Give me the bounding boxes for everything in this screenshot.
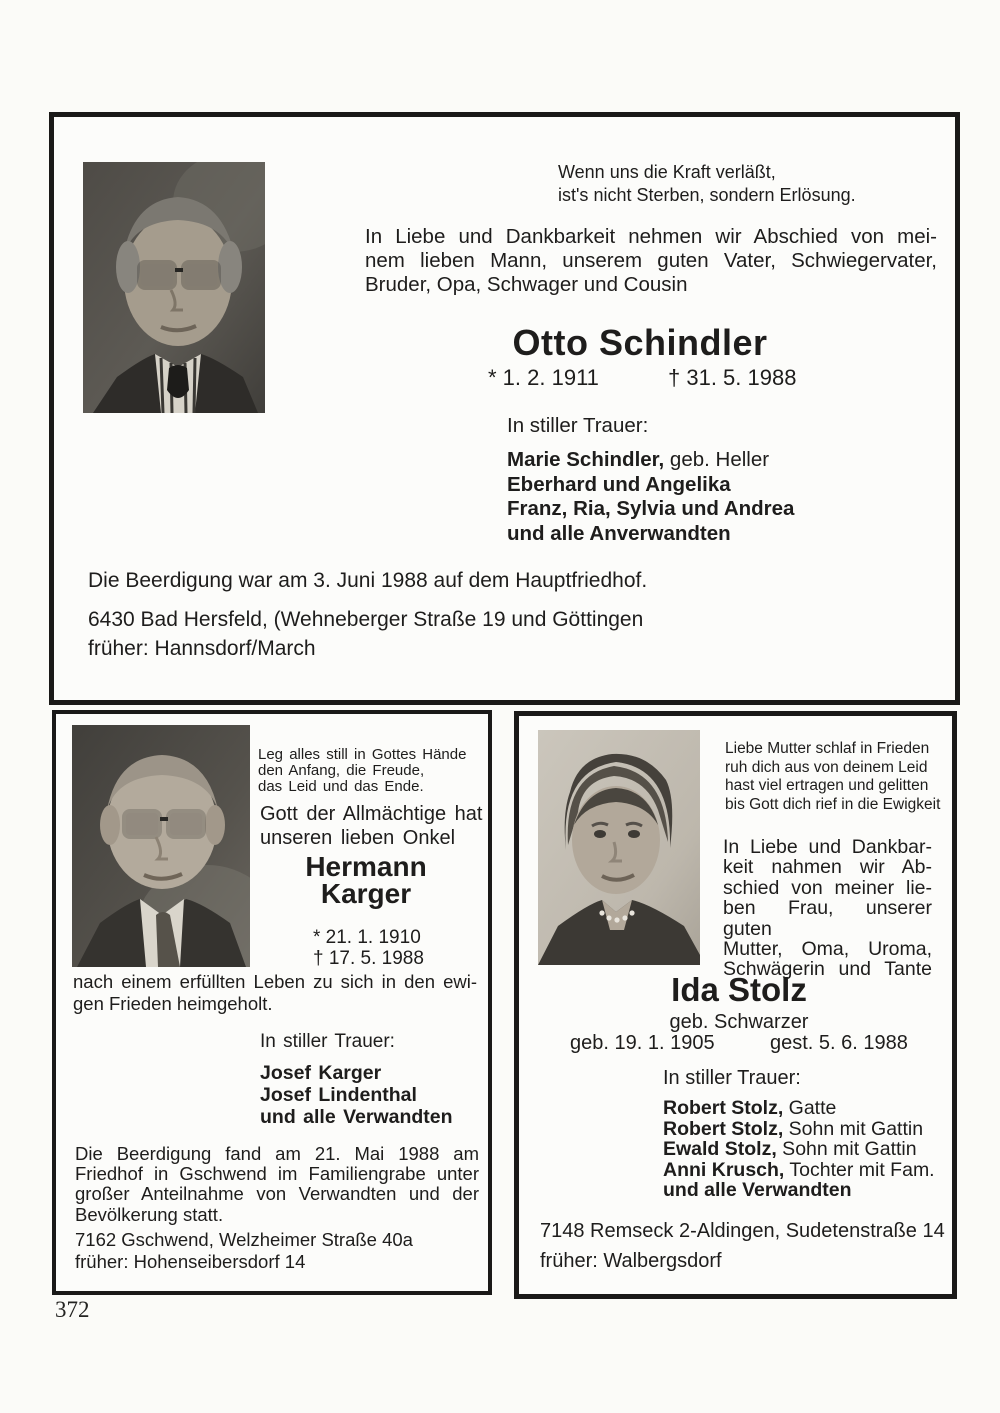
portrait-ida-stolz-photo	[538, 730, 700, 965]
funeral-info-karger: Die Beerdigung fand am 21. Mai 1988 am Friedhof in Gschwend im Familiengrabe unter großer Anteilnahme von Verwandten und der Bevölkerung statt.	[75, 1143, 479, 1225]
mourner-line: Ewald Stolz, Sohn mit Gattin	[663, 1138, 917, 1160]
epigraph-line: den Anfang, die Freude,	[258, 762, 425, 779]
mourner-line: und alle Verwandten	[663, 1179, 852, 1201]
life-dates-karger	[313, 927, 424, 969]
epigraph-line: ruh dich aus von deinem Leid	[725, 758, 928, 776]
deceased-name-stolz: Ida Stolz	[671, 971, 807, 1008]
mourners-list-stolz	[663, 1098, 935, 1201]
maiden-name-stolz: geb. Schwarzer	[669, 1011, 809, 1033]
mourner-line: und alle Anverwandten	[507, 521, 731, 545]
intro-paragraph-otto	[365, 225, 937, 297]
death-date-stolz: gest. 5. 6. 1988	[770, 1032, 908, 1054]
death-date-otto: † 31. 5. 1988	[668, 365, 797, 390]
portrait-hermann-karger-photo	[72, 725, 250, 967]
portrait-otto-schindler-photo	[83, 162, 265, 413]
birth-date-otto: * 1. 2. 1911	[488, 365, 599, 390]
deceased-name-otto: Otto Schindler	[512, 322, 768, 363]
mourner-line: Robert Stolz, Gatte	[663, 1097, 837, 1119]
intro-line: Gott der Allmächtige hat	[260, 803, 483, 825]
epigraph-line: hast viel ertragen und gelitten	[725, 777, 929, 794]
mourner-line: Josef Lindenthal	[260, 1084, 417, 1106]
mourning-label-otto: In stiller Trauer:	[507, 414, 649, 437]
epigraph-line: Leg alles still in Gottes Hände	[258, 746, 467, 763]
epigraph-line: ist's nicht Sterben, sondern Erlösung.	[558, 185, 856, 205]
former-residence-karger: früher: Hohenseibersdorf 14	[75, 1251, 306, 1272]
obituary-otto-schindler	[49, 112, 960, 705]
mourner-line: Franz, Ria, Sylvia und Andrea	[507, 497, 795, 520]
mourner-line: Eberhard und Angelika	[507, 472, 731, 496]
death-date-karger: † 17. 5. 1988	[313, 948, 424, 969]
intro-line: nem lieben Mann, unserem guten Vater, Schwiegervater,	[365, 249, 937, 272]
address-line-otto: 6430 Bad Hersfeld, (Wehneberger Straße 19 und Göttingen	[88, 608, 644, 631]
former-residence-stolz: früher: Walbergsdorf	[540, 1250, 722, 1272]
continuation-paragraph-karger: nach einem erfüllten Leben zu sich in den ewi- gen Frieden heimgeholt.	[73, 971, 477, 1014]
page-number: 372	[55, 1297, 90, 1322]
intro-paragraph-karger	[260, 803, 482, 850]
epigraph-line: das Leid und das Ende.	[258, 778, 424, 795]
epigraph-line: Liebe Mutter schlaf in Frieden	[725, 740, 930, 757]
intro-line: Bruder, Opa, Schwager und Cousin	[365, 273, 688, 296]
funeral-info-otto: Die Beerdigung war am 3. Juni 1988 auf dem Hauptfriedhof.	[88, 569, 648, 592]
obituary-hermann-karger	[52, 710, 492, 1295]
birth-date-stolz: geb. 19. 1. 1905	[570, 1032, 715, 1054]
deceased-name-karger: Hermann Karger	[305, 851, 427, 909]
mourner-line: Robert Stolz, Sohn mit Gattin	[663, 1117, 924, 1140]
epigraph-line: Wenn uns die Kraft verläßt,	[558, 162, 776, 182]
mourner-line: Anni Krusch, Tochter mit Fam.	[663, 1158, 935, 1181]
former-residence-otto: früher: Hannsdorf/March	[88, 637, 316, 660]
epigraph-line: bis Gott dich rief in die Ewigkeit	[725, 795, 941, 813]
obituary-ida-stolz	[514, 711, 957, 1299]
mourner-line: Marie Schindler, geb. Heller	[507, 448, 770, 471]
address-line-stolz: 7148 Remseck 2-Aldingen, Sudetenstraße 14	[540, 1220, 945, 1242]
mourners-list-karger	[260, 1062, 453, 1128]
mourners-list-otto	[507, 448, 794, 546]
mourner-line: Josef Karger	[260, 1062, 382, 1084]
intro-line: unseren lieben Onkel	[260, 826, 456, 849]
mourning-label-karger: In stiller Trauer:	[260, 1031, 395, 1052]
intro-paragraph-stolz: In Liebe und Dankbar- keit nahmen wir Ab- schied von meiner lie- ben Frau, unserer guten Mutter, Oma, Uroma, Schwägerin und Tante	[723, 836, 932, 981]
mourning-label-stolz: In stiller Trauer:	[663, 1067, 801, 1089]
epigraph-otto	[558, 161, 856, 207]
address-line-karger: 7162 Gschwend, Welzheimer Straße 40a	[75, 1229, 413, 1250]
birth-date-karger: * 21. 1. 1910	[313, 927, 421, 948]
epigraph-stolz	[725, 740, 940, 814]
epigraph-karger	[258, 747, 466, 795]
intro-line: In Liebe und Dankbarkeit nehmen wir Abschied von mei-	[365, 225, 937, 248]
mourner-line: und alle Verwandten	[260, 1106, 453, 1128]
